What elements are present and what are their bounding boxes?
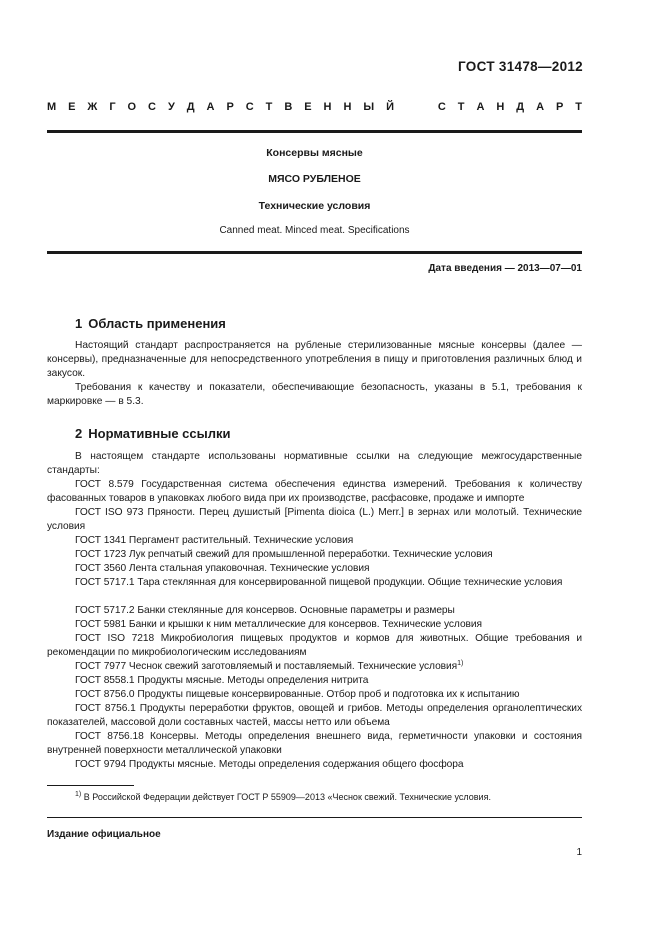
- reference-item: ГОСТ 8.579 Государственная система обеспечения единства измерений. Требования к количеству фасованных товаров в упаковках любого вида при их производстве, расфасовке, продаже и импорте: [47, 479, 582, 504]
- banner-letter: А: [536, 101, 545, 113]
- header-rule: [47, 130, 582, 133]
- banner-letter: Н: [343, 101, 352, 113]
- document-code: ГОСТ 31478—2012: [458, 59, 583, 74]
- banner-letter: Е: [68, 101, 76, 113]
- footer-rule: [47, 817, 582, 818]
- banner-letter: С: [245, 101, 254, 113]
- section-number: 2: [75, 426, 83, 441]
- reference-item: ГОСТ ISO 7218 Микробиология пищевых продуктов и кормов для животных. Общие требования и рекомендации по микробиологическим исследованиям: [47, 633, 582, 658]
- title-rule: [47, 251, 582, 254]
- reference-item: ГОСТ 8558.1 Продукты мясные. Методы определения нитрита: [75, 675, 369, 686]
- section-title: Область применения: [88, 316, 226, 331]
- banner-letter: С: [148, 101, 156, 113]
- banner-letter: А: [476, 101, 485, 113]
- section-title: Нормативные ссылки: [88, 426, 231, 441]
- title-line-3: Технические условия: [258, 200, 371, 212]
- section-1-paragraph-1: Настоящий стандарт распространяется на рубленые стерилизованные мясные консервы (далее — консервы), предназначенные для непосредственного употребления в пищу и приготовления различных блюд и закусок.: [47, 340, 582, 379]
- reference-item: ГОСТ 1723 Лук репчатый свежий для промышленной переработки. Технические условия: [75, 549, 493, 560]
- page-number: 1: [576, 847, 582, 858]
- footnote-rule: [47, 785, 134, 786]
- title-line-1: Консервы мясные: [266, 147, 363, 159]
- banner-letter: А: [206, 101, 215, 113]
- footnote: [75, 792, 491, 802]
- banner-letter: Й: [386, 101, 394, 113]
- banner-letter: Е: [304, 101, 312, 113]
- section-2-intro: В настоящем стандарте использованы нормативные ссылки на следующие межгосударственные стандарты:: [47, 451, 582, 476]
- banner-letter: Т: [575, 101, 582, 113]
- reference-item: ГОСТ 5981 Банки и крышки к ним металлические для консервов. Технические условия: [75, 619, 483, 630]
- section-2-heading: [75, 426, 230, 441]
- banner-letter: Т: [265, 101, 273, 113]
- reference-item: ГОСТ 3560 Лента стальная упаковочная. Технические условия: [75, 563, 370, 574]
- banner-letter: О: [127, 101, 137, 113]
- reference-item: ГОСТ 5717.1 Тара стеклянная для консервированной пищевой продукции. Общие технические условия: [75, 577, 563, 588]
- reference-item: ГОСТ 9794 Продукты мясные. Методы определения содержания общего фосфора: [75, 759, 464, 770]
- banner-letter: М: [47, 101, 57, 113]
- reference-item-with-footnote: [47, 660, 582, 674]
- banner-letter: Н: [496, 101, 505, 113]
- footnote-text: В Российской Федерации действует ГОСТ Р 55909—2013 «Чеснок свежий. Технические условия.: [83, 792, 491, 802]
- banner-letter: У: [167, 101, 175, 113]
- title-english: Canned meat. Minced meat. Specifications: [219, 225, 410, 236]
- footnote-mark: 1): [75, 791, 82, 798]
- banner-letter: С: [437, 101, 446, 113]
- banner-letter: Д: [186, 101, 195, 113]
- banner-letter: Г: [109, 101, 116, 113]
- banner-letter: [406, 101, 410, 113]
- banner-letter: Ж: [87, 101, 98, 113]
- banner-letter: Р: [226, 101, 234, 113]
- introduction-date: Дата введения — 2013—07—01: [428, 263, 582, 274]
- reference-item: ГОСТ 1341 Пергамент растительный. Технические условия: [75, 535, 354, 546]
- reference-item: ГОСТ 5717.2 Банки стеклянные для консервов. Основные параметры и размеры: [75, 605, 455, 616]
- reference-item: ГОСТ 8756.0 Продукты пищевые консервированные. Отбор проб и подготовка их к испытанию: [75, 689, 520, 700]
- reference-item: ГОСТ 8756.1 Продукты переработки фруктов, овощей и грибов. Методы определения органолептических показателей, массовой доли составных частей, массы нетто или объема: [47, 703, 582, 728]
- banner-letter: Д: [516, 101, 525, 113]
- reference-text: ГОСТ 7977 Чеснок свежий заготовляемый и поставляемый. Технические условия: [75, 661, 458, 672]
- reference-item: ГОСТ 8756.18 Консервы. Методы определения внешнего вида, герметичности упаковки и состояния внутренней поверхности металлической упаковки: [47, 731, 582, 756]
- banner-letter: [422, 101, 426, 113]
- edition-label: Издание официальное: [47, 829, 161, 840]
- banner-letter: Н: [323, 101, 332, 113]
- section-1-heading: [75, 316, 226, 331]
- section-1-paragraph-2: Требования к качеству и показатели, обеспечивающие безопасность, указаны в 5.1, требования к маркировке — в 5.3.: [47, 382, 582, 407]
- footnote-ref: 1): [457, 660, 464, 667]
- section-number: 1: [75, 316, 83, 331]
- banner-letter: Ы: [363, 101, 375, 113]
- reference-item: ГОСТ ISO 973 Пряности. Перец душистый [Pimenta dioica (L.) Merr.] в зернах или молотый. Технические условия: [47, 507, 582, 532]
- banner-letter: Т: [457, 101, 465, 113]
- title-line-2: МЯСО РУБЛЕНОЕ: [268, 173, 361, 185]
- banner-letter: Р: [555, 101, 564, 113]
- standard-banner: [47, 101, 582, 113]
- banner-letter: В: [284, 101, 293, 113]
